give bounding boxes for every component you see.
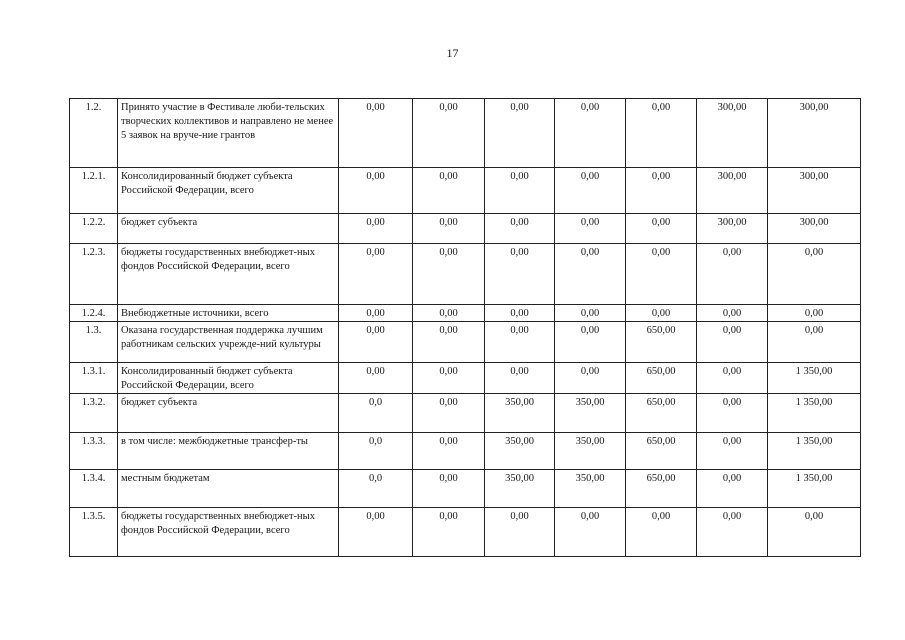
table-row bbox=[70, 394, 861, 433]
value-cell: 650,00 bbox=[626, 470, 697, 508]
value-cell: 650,00 bbox=[626, 363, 697, 394]
row-number: 1.3.2. bbox=[70, 394, 118, 433]
value-cell: 1 350,00 bbox=[768, 394, 861, 433]
value-cell: 300,00 bbox=[697, 99, 768, 168]
value-cell: 0,00 bbox=[339, 322, 413, 363]
value-cell: 300,00 bbox=[768, 214, 861, 244]
value-cell: 0,00 bbox=[413, 433, 485, 470]
row-description: в том числе: межбюджетные трансфер-ты bbox=[118, 433, 339, 470]
table-row bbox=[70, 322, 861, 363]
value-cell: 0,00 bbox=[413, 168, 485, 214]
value-cell: 0,00 bbox=[555, 99, 626, 168]
value-cell: 0,00 bbox=[626, 99, 697, 168]
value-cell: 0,00 bbox=[697, 305, 768, 322]
value-cell: 0,00 bbox=[697, 508, 768, 557]
value-cell: 0,00 bbox=[339, 244, 413, 305]
value-cell: 0,00 bbox=[768, 305, 861, 322]
row-number: 1.2.2. bbox=[70, 214, 118, 244]
value-cell: 0,00 bbox=[626, 305, 697, 322]
value-cell: 0,00 bbox=[413, 470, 485, 508]
value-cell: 0,00 bbox=[697, 394, 768, 433]
value-cell: 0,00 bbox=[413, 508, 485, 557]
value-cell: 1 350,00 bbox=[768, 363, 861, 394]
row-description: Консолидированный бюджет субъекта Российской Федерации, всего bbox=[118, 363, 339, 394]
table-row bbox=[70, 433, 861, 470]
value-cell: 0,00 bbox=[485, 322, 555, 363]
value-cell: 300,00 bbox=[697, 168, 768, 214]
value-cell: 0,00 bbox=[626, 244, 697, 305]
value-cell: 0,00 bbox=[768, 244, 861, 305]
value-cell: 0,00 bbox=[339, 168, 413, 214]
value-cell: 0,00 bbox=[413, 394, 485, 433]
value-cell: 0,00 bbox=[413, 363, 485, 394]
row-number: 1.3.5. bbox=[70, 508, 118, 557]
value-cell: 0,00 bbox=[555, 363, 626, 394]
table-row bbox=[70, 305, 861, 322]
value-cell: 300,00 bbox=[697, 214, 768, 244]
value-cell: 0,00 bbox=[555, 508, 626, 557]
table-row bbox=[70, 168, 861, 214]
table-row bbox=[70, 244, 861, 305]
table-body bbox=[70, 99, 861, 557]
value-cell: 0,00 bbox=[413, 99, 485, 168]
value-cell: 0,00 bbox=[413, 214, 485, 244]
value-cell: 1 350,00 bbox=[768, 470, 861, 508]
value-cell: 0,00 bbox=[339, 214, 413, 244]
row-number: 1.3.3. bbox=[70, 433, 118, 470]
value-cell: 0,0 bbox=[339, 433, 413, 470]
value-cell: 0,00 bbox=[485, 363, 555, 394]
value-cell: 0,00 bbox=[626, 168, 697, 214]
value-cell: 0,00 bbox=[697, 244, 768, 305]
row-description: Оказана государственная поддержка лучшим работникам сельских учрежде-ний культуры bbox=[118, 322, 339, 363]
value-cell: 0,00 bbox=[697, 433, 768, 470]
value-cell: 350,00 bbox=[555, 433, 626, 470]
row-description: Принято участие в Фестивале люби-тельских творческих коллективов и направлено не менее 5 заявок на вруче-ние грантов bbox=[118, 99, 339, 168]
row-number: 1.2.3. bbox=[70, 244, 118, 305]
value-cell: 0,00 bbox=[339, 305, 413, 322]
value-cell: 650,00 bbox=[626, 394, 697, 433]
row-number: 1.2. bbox=[70, 99, 118, 168]
value-cell: 300,00 bbox=[768, 168, 861, 214]
value-cell: 0,00 bbox=[555, 322, 626, 363]
value-cell: 0,00 bbox=[485, 305, 555, 322]
table-row bbox=[70, 363, 861, 394]
row-description: бюджеты государственных внебюджет-ных фондов Российской Федерации, всего bbox=[118, 244, 339, 305]
row-description: бюджеты государственных внебюджет-ных фондов Российской Федерации, всего bbox=[118, 508, 339, 557]
value-cell: 0,00 bbox=[555, 168, 626, 214]
row-description: Внебюджетные источники, всего bbox=[118, 305, 339, 322]
value-cell: 650,00 bbox=[626, 433, 697, 470]
table-row bbox=[70, 508, 861, 557]
row-description: Консолидированный бюджет субъекта Российской Федерации, всего bbox=[118, 168, 339, 214]
row-number: 1.3.4. bbox=[70, 470, 118, 508]
row-description: бюджет субъекта bbox=[118, 214, 339, 244]
value-cell: 0,00 bbox=[485, 168, 555, 214]
value-cell: 0,00 bbox=[485, 214, 555, 244]
budget-table bbox=[69, 98, 861, 557]
value-cell: 0,00 bbox=[697, 363, 768, 394]
value-cell: 0,00 bbox=[413, 305, 485, 322]
row-number: 1.2.1. bbox=[70, 168, 118, 214]
page-number: 17 bbox=[446, 46, 459, 60]
value-cell: 0,00 bbox=[555, 214, 626, 244]
value-cell: 0,00 bbox=[413, 322, 485, 363]
row-number: 1.2.4. bbox=[70, 305, 118, 322]
row-number: 1.3.1. bbox=[70, 363, 118, 394]
table-row bbox=[70, 470, 861, 508]
value-cell: 350,00 bbox=[555, 394, 626, 433]
value-cell: 350,00 bbox=[555, 470, 626, 508]
value-cell: 0,00 bbox=[768, 508, 861, 557]
row-description: бюджет субъекта bbox=[118, 394, 339, 433]
value-cell: 0,00 bbox=[485, 508, 555, 557]
value-cell: 0,00 bbox=[485, 244, 555, 305]
value-cell: 0,0 bbox=[339, 394, 413, 433]
value-cell: 0,00 bbox=[697, 322, 768, 363]
value-cell: 0,00 bbox=[697, 470, 768, 508]
value-cell: 350,00 bbox=[485, 394, 555, 433]
value-cell: 0,00 bbox=[339, 508, 413, 557]
value-cell: 0,0 bbox=[339, 470, 413, 508]
value-cell: 0,00 bbox=[339, 99, 413, 168]
value-cell: 0,00 bbox=[413, 244, 485, 305]
row-description: местным бюджетам bbox=[118, 470, 339, 508]
value-cell: 1 350,00 bbox=[768, 433, 861, 470]
table-row bbox=[70, 99, 861, 168]
value-cell: 0,00 bbox=[555, 244, 626, 305]
value-cell: 650,00 bbox=[626, 322, 697, 363]
value-cell: 350,00 bbox=[485, 433, 555, 470]
value-cell: 0,00 bbox=[768, 322, 861, 363]
value-cell: 0,00 bbox=[339, 363, 413, 394]
value-cell: 300,00 bbox=[768, 99, 861, 168]
row-number: 1.3. bbox=[70, 322, 118, 363]
value-cell: 0,00 bbox=[626, 508, 697, 557]
table-row bbox=[70, 214, 861, 244]
value-cell: 0,00 bbox=[485, 99, 555, 168]
value-cell: 0,00 bbox=[555, 305, 626, 322]
value-cell: 0,00 bbox=[626, 214, 697, 244]
value-cell: 350,00 bbox=[485, 470, 555, 508]
